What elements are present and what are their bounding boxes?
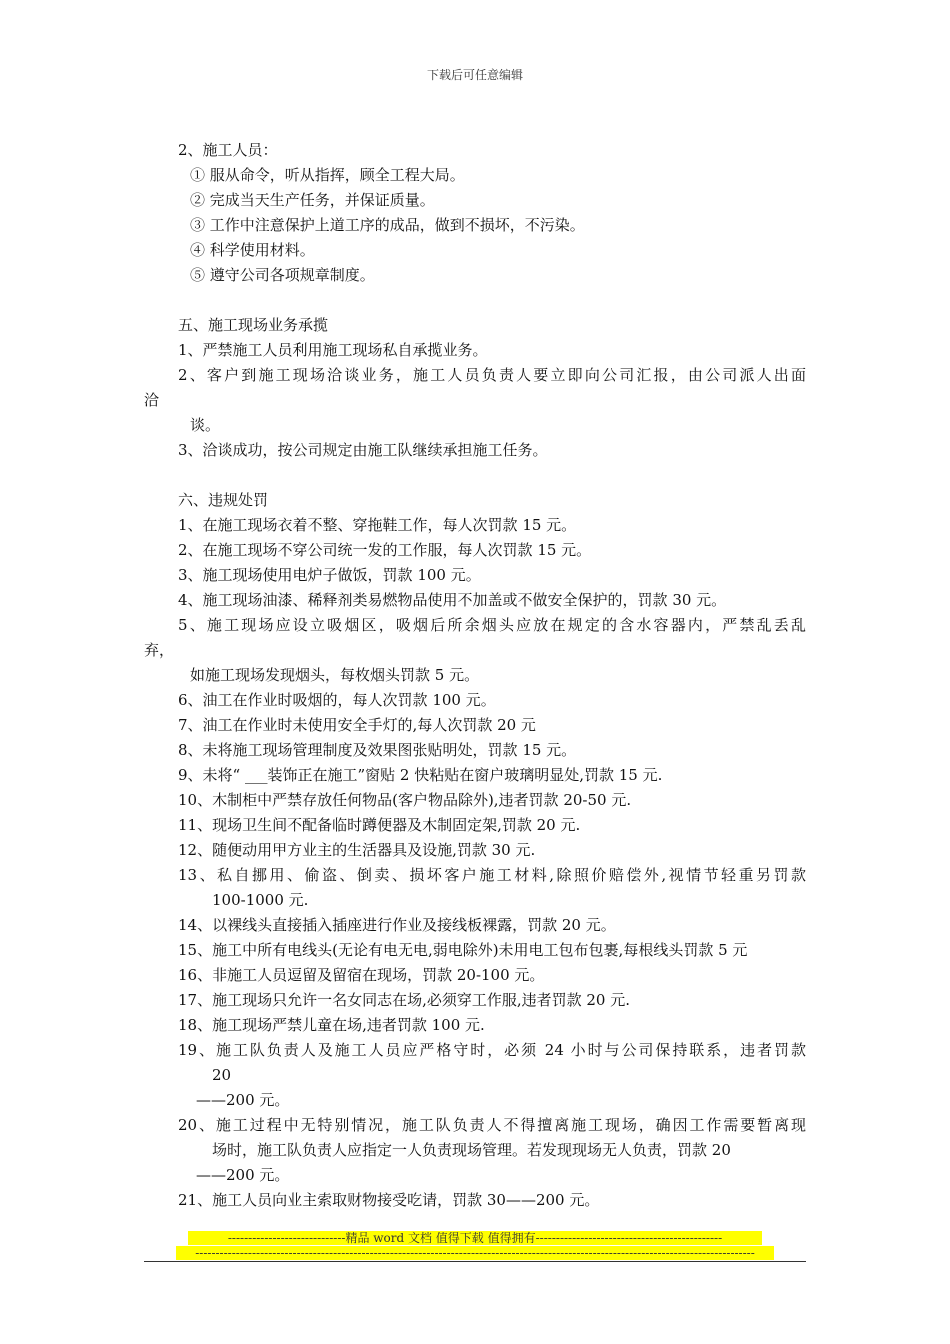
text-line: 12、随便动用甲方业主的生活器具及设施,罚款 30 元. xyxy=(178,841,536,859)
text-line: ⑤ 遵守公司各项规章制度。 xyxy=(190,266,375,284)
text-line: 8、未将施工现场管理制度及效果图张贴明处，罚款 15 元。 xyxy=(178,741,577,759)
text-line: 18、施工现场严禁儿童在场,违者罚款 100 元. xyxy=(178,1016,485,1034)
text-line: 场时，施工队负责人应指定一人负责现场管理。若发现现场无人负责，罚款 20 xyxy=(212,1141,731,1159)
footer-rule xyxy=(144,1261,806,1262)
text-line: 11、现场卫生间不配备临时蹲便器及木制固定架,罚款 20 元. xyxy=(178,816,581,834)
text-line: 16、非施工人员逗留及留宿在现场，罚款 20-100 元。 xyxy=(178,966,545,984)
text-line: 谈。 xyxy=(190,416,221,434)
text-line: 17、施工现场只允许一名女同志在场,必须穿工作服,违者罚款 20 元. xyxy=(178,991,631,1009)
text-line: 3、施工现场使用电炉子做饭，罚款 100 元。 xyxy=(178,566,481,584)
text-line: 20、施工过程中无特别情况，施工队负责人不得擅离施工现场，确因工作需要暂离现 xyxy=(178,1116,806,1134)
text-line: ② 完成当天生产任务，并保证质量。 xyxy=(190,191,435,209)
text-line: ——200 元。 xyxy=(196,1166,290,1184)
text-line: 19、施工队负责人及施工人员应严格守时，必须 24 小时与公司保持联系，违者罚款 xyxy=(178,1041,806,1059)
text-line: 1、在施工现场衣着不整、穿拖鞋工作，每人次罚款 15 元。 xyxy=(178,516,577,534)
page-header: 下载后可任意编辑 xyxy=(426,68,523,82)
text-line: 6、油工在作业时吸烟的，每人次罚款 100 元。 xyxy=(178,691,496,709)
text-line: 3、洽谈成功，按公司规定由施工队继续承担施工任务。 xyxy=(178,441,548,459)
text-line: ——200 元。 xyxy=(196,1091,290,1109)
text-line: 14、以裸线头直接插入插座进行作业及接线板裸露，罚款 20 元。 xyxy=(178,916,616,934)
text-line: 2、客户到施工现场洽谈业务，施工人员负责人要立即向公司汇报，由公司派人出面 xyxy=(178,366,806,384)
text-line: 2、施工人员： xyxy=(178,141,278,159)
text-line: 9、未将“ ___装饰正在施工”窗贴 2 快粘贴在窗户玻璃明显处,罚款 15 元. xyxy=(178,766,663,784)
text-line: 六、违规处罚 xyxy=(178,491,269,509)
text-line: ① 服从命令，听从指挥，顾全工程大局。 xyxy=(190,166,465,184)
footer-banner-line2: ------------------------------------------------------------------------------------------------------------------------------------------ xyxy=(176,1246,774,1260)
text-line: 10、木制柜中严禁存放任何物品(客户物品除外),违者罚款 20-50 元. xyxy=(178,791,632,809)
text-line: 5、施工现场应设立吸烟区，吸烟后所余烟头应放在规定的含水容器内，严禁乱丢乱 xyxy=(178,616,806,634)
text-line: 100-1000 元. xyxy=(212,891,309,909)
text-line: 弃， xyxy=(144,641,175,659)
text-line: 五、施工现场业务承揽 xyxy=(178,316,329,334)
text-line: 2、在施工现场不穿公司统一发的工作服，每人次罚款 15 元。 xyxy=(178,541,592,559)
text-line: 15、施工中所有电线头(无论有电无电,弱电除外)未用电工包布包裹,每根线头罚款 5 元 xyxy=(178,941,748,959)
text-line: 20 xyxy=(212,1066,232,1084)
text-line: 13、私自挪用、偷盗、倒卖、损坏客户施工材料,除照价赔偿外,视情节轻重另罚款 xyxy=(178,866,806,884)
text-line: 21、施工人员向业主索取财物接受吃请，罚款 30——200 元。 xyxy=(178,1191,600,1209)
text-line: ③ 工作中注意保护上道工序的成品，做到不损坏，不污染。 xyxy=(190,216,585,234)
text-line: 4、施工现场油漆、稀释剂类易燃物品使用不加盖或不做安全保护的，罚款 30 元。 xyxy=(178,591,727,609)
text-line: ④ 科学使用材料。 xyxy=(190,241,315,259)
text-line: 7、油工在作业时未使用安全手灯的,每人次罚款 20 元 xyxy=(178,716,536,734)
text-line: 1、严禁施工人员利用施工现场私自承揽业务。 xyxy=(178,341,488,359)
text-line: 洽 xyxy=(144,391,160,409)
text-line: 如施工现场发现烟头，每枚烟头罚款 5 元。 xyxy=(190,666,480,684)
footer-banner-line1: -----------------------------精品 word 文档 值得下载 值得拥有---------------------------------------------- xyxy=(188,1231,762,1245)
